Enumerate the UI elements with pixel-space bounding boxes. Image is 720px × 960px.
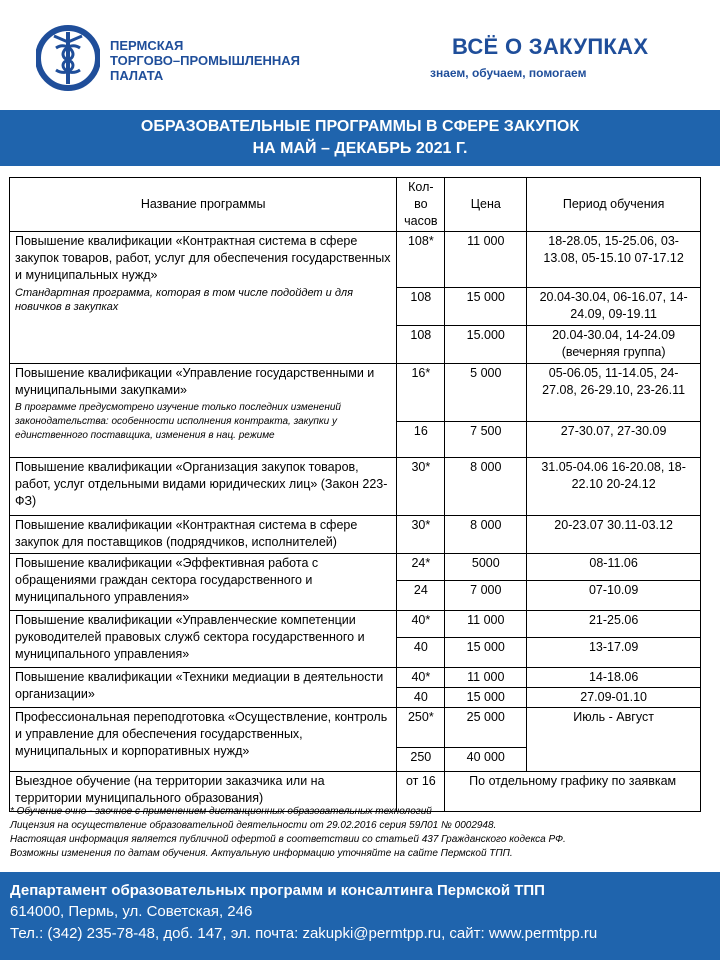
hours-cell: 16* xyxy=(397,364,445,422)
program-name: Повышение квалификации «Эффективная работа с обращениями граждан сектора государственного и муниципального управления» xyxy=(10,554,397,611)
contact-info: Тел.: (342) 235-78-48, доб. 147, эл. почта: zakupki@permtpp.ru, сайт: www.permtpp.ru xyxy=(10,925,598,942)
price-cell: 5000 xyxy=(445,554,527,581)
price-cell: 11 000 xyxy=(445,611,527,638)
price-cell: 15 000 xyxy=(445,688,527,708)
footnote: * Обучение очно - заочное с применением дистанционных образовательных технологий xyxy=(10,806,432,817)
hours-cell: 30* xyxy=(397,458,445,516)
price-cell: 7 500 xyxy=(445,422,527,458)
period-cell: 07-10.09 xyxy=(527,581,701,611)
period-cell: 31.05-04.06 16-20.08, 18-22.10 20-24.12 xyxy=(527,458,701,516)
price-cell: 15 000 xyxy=(445,638,527,668)
table-row xyxy=(10,554,701,581)
footnotes xyxy=(10,805,566,861)
price-cell: 15.000 xyxy=(445,326,527,364)
table-row xyxy=(10,611,701,638)
period-cell: 27.09-01.10 xyxy=(527,688,701,708)
program-cell xyxy=(10,364,397,458)
department-name: Департамент образовательных программ и консалтинга Пермской ТПП xyxy=(10,882,545,899)
hours-cell: 40 xyxy=(397,638,445,668)
contact-footer xyxy=(0,872,720,960)
program-name: Повышение квалификации «Управленческие компетенции руководителей правовых служб сектора государственного и муниципального управления» xyxy=(10,611,397,668)
program-name: Повышение квалификации «Управление государственными и муниципальными закупками» xyxy=(15,366,375,397)
price-cell: 8 000 xyxy=(445,458,527,516)
program-name: Повышение квалификации «Организация закупок товаров, работ, услуг отдельными видами юридических лиц» (Закон 223-ФЗ) xyxy=(10,458,397,516)
title-banner xyxy=(0,110,720,166)
programs-table xyxy=(9,177,701,812)
hours-cell: 24* xyxy=(397,554,445,581)
footnote: Лицензия на осуществление образовательной деятельности от 29.02.2016 серия 59Л01 № 0002948. xyxy=(10,820,497,831)
program-note: Стандартная программа, которая в том числе подойдет и для новичков в закупках xyxy=(15,287,353,313)
page-header xyxy=(0,0,720,110)
price-cell: 11 000 xyxy=(445,668,527,688)
table-row xyxy=(10,232,701,288)
price-cell: 25 000 xyxy=(445,708,527,748)
price-cell: 7 000 xyxy=(445,581,527,611)
banner-line-2: НА МАЙ – ДЕКАБРЬ 2021 Г. xyxy=(252,140,468,157)
hours-cell: 108* xyxy=(397,232,445,288)
period-cell: 18-28.05, 15-25.06, 03-13.08, 05-15.10 07-17.12 xyxy=(527,232,701,288)
period-cell: 20-23.07 30.11-03.12 xyxy=(527,516,701,554)
hours-cell: 108 xyxy=(397,326,445,364)
price-cell: 8 000 xyxy=(445,516,527,554)
hours-cell: 24 xyxy=(397,581,445,611)
period-cell: 08-11.06 xyxy=(527,554,701,581)
period-cell: 05-06.05, 11-14.05, 24-27.08, 26-29.10, 23-26.11 xyxy=(527,364,701,422)
price-cell: 11 000 xyxy=(445,232,527,288)
price-cell: 15 000 xyxy=(445,288,527,326)
table-row xyxy=(10,668,701,688)
hours-cell: 40* xyxy=(397,611,445,638)
banner-line-1: ОБРАЗОВАТЕЛЬНЫЕ ПРОГРАММЫ В СФЕРЕ ЗАКУПОК xyxy=(140,118,580,135)
table-header-row xyxy=(10,178,701,232)
table-row xyxy=(10,708,701,748)
chamber-logo-icon xyxy=(36,22,100,92)
hours-cell: 250* xyxy=(397,708,445,748)
hours-cell: 250 xyxy=(397,748,445,772)
slogan-subtitle: знаем, обучаем, помогаем xyxy=(430,66,587,80)
table-row xyxy=(10,458,701,516)
period-cell: 20.04-30.04, 06-16.07, 14-24.09, 09-19.11 xyxy=(527,288,701,326)
price-period-cell: По отдельному графику по заявкам xyxy=(445,772,701,812)
period-cell: 13-17.09 xyxy=(527,638,701,668)
hours-cell: 40 xyxy=(397,688,445,708)
header-period: Период обучения xyxy=(527,178,701,232)
period-cell: Июль - Август xyxy=(527,708,701,772)
program-cell xyxy=(10,232,397,364)
program-name: Выездное обучение (на территории заказчика или на территории муниципального образования) xyxy=(10,772,397,812)
hours-cell: 16 xyxy=(397,422,445,458)
hours-cell: 30* xyxy=(397,516,445,554)
hours-cell: 40* xyxy=(397,668,445,688)
header-price: Цена xyxy=(445,178,527,232)
price-cell: 40 000 xyxy=(445,748,527,772)
program-name: Повышение квалификации «Техники медиации в деятельности организации» xyxy=(10,668,397,708)
table-row xyxy=(10,516,701,554)
address: 614000, Пермь, ул. Советская, 246 xyxy=(10,903,253,920)
footnote: Настоящая информация является публичной офертой в соответствии со статьей 437 Гражданского кодекса РФ. xyxy=(10,834,566,845)
period-cell: 14-18.06 xyxy=(527,668,701,688)
hours-cell: 108 xyxy=(397,288,445,326)
period-cell: 20.04-30.04, 14-24.09 (вечерняя группа) xyxy=(527,326,701,364)
hours-cell: от 16 xyxy=(397,772,445,812)
header-hours: Кол-во часов xyxy=(397,178,445,232)
period-cell: 21-25.06 xyxy=(527,611,701,638)
slogan-title: ВСЁ О ЗАКУПКАХ xyxy=(452,34,649,59)
price-cell: 5 000 xyxy=(445,364,527,422)
program-name: Профессиональная переподготовка «Осуществление, контроль и управление для обеспечения государственных, муниципальных и корпоративных нужд» xyxy=(10,708,397,772)
program-name: Повышение квалификации «Контрактная система в сфере закупок товаров, работ, услуг для обеспечения государственных и муниципальных нужд» xyxy=(15,234,391,282)
table-row xyxy=(10,364,701,422)
footnote: Возможны изменения по датам обучения. Актуальную информацию уточняйте на сайте Пермской ТПП. xyxy=(10,848,513,859)
program-note: В программе предусмотрено изучение только последних изменений законодательства: особенности исполнения контракта, закупки у единственного поставщика, изменения в нац. режиме xyxy=(15,402,341,441)
header-name: Название программы xyxy=(10,178,397,232)
period-cell: 27-30.07, 27-30.09 xyxy=(527,422,701,458)
organization-name: ПЕРМСКАЯ ТОРГОВО–ПРОМЫШЛЕННАЯ ПАЛАТА xyxy=(110,38,300,83)
program-name: Повышение квалификации «Контрактная система в сфере закупок для поставщиков (подрядчиков, исполнителей) xyxy=(10,516,397,554)
